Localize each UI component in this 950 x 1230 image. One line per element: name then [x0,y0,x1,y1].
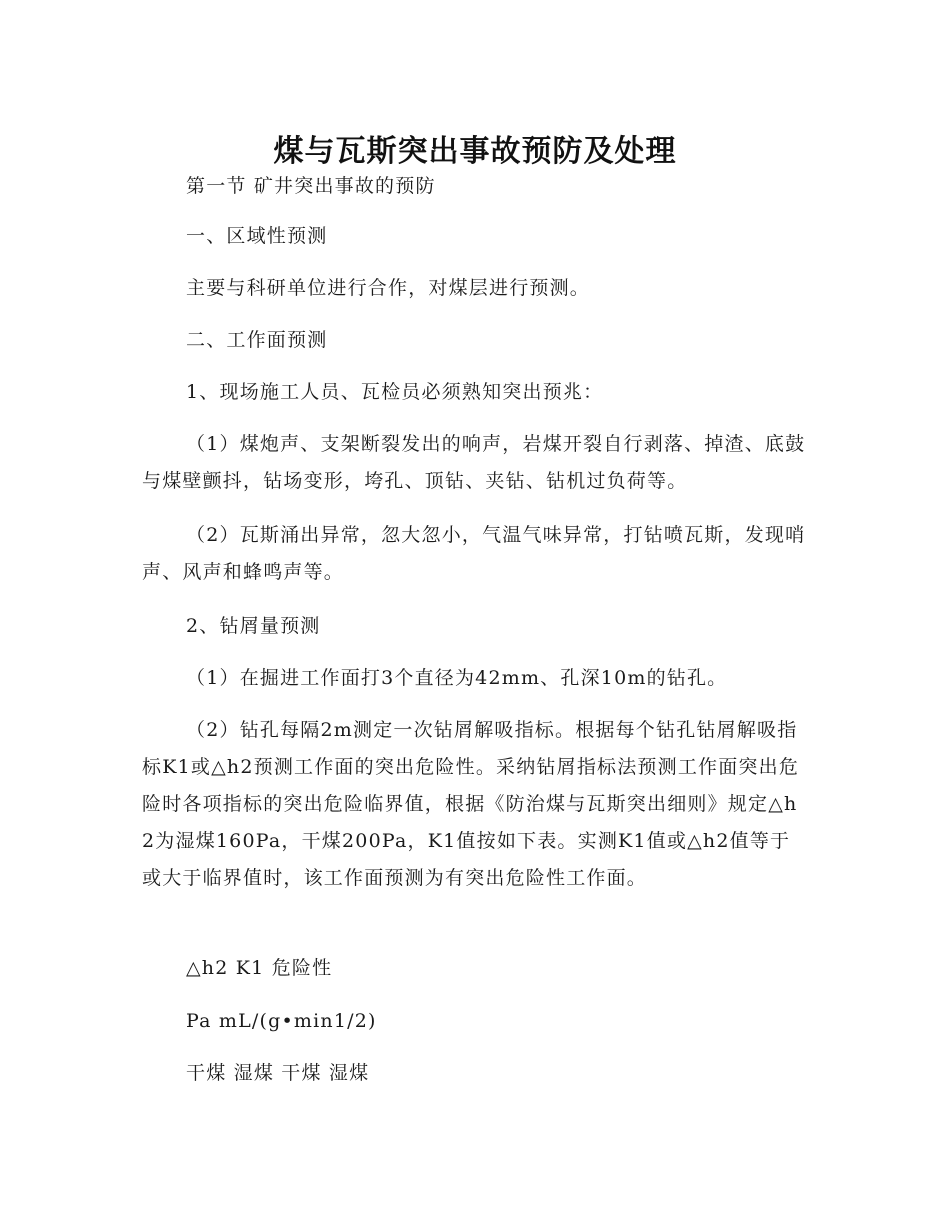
table-header-line: △h2 K1 危险性 [186,957,333,979]
subheading-workface: 二、工作面预测 [186,329,328,351]
paragraph: （2）钻孔每隔2m测定一次钻屑解吸指标。根据每个钻孔钻屑解吸指标K1或△h2预测工作面的突出危险性。采纳钻屑指标法预测工作面突出危险时各项指标的突出危险临界值，根据《防治煤与瓦斯突出细则》规定△h2为湿煤160Pa，干煤200Pa，K1值按如下表。实测K1值或△h2值等于或大于临界值时，该工作面预测为有突出危险性工作面。 [142,719,800,889]
subheading-regional: 一、区域性预测 [186,225,328,247]
paragraph: 1、现场施工人员、瓦检员必须熟知突出预兆： [186,381,604,403]
paragraph: （2）瓦斯涌出异常，忽大忽小，气温气味异常，打钻喷瓦斯，发现哨声、风声和蜂鸣声等。 [142,524,806,583]
subheading-drill-cuttings: 2、钻屑量预测 [186,615,321,637]
table-subheader-line: 干煤 湿煤 干煤 湿煤 [186,1062,370,1084]
paragraph: 主要与科研单位进行合作，对煤层进行预测。 [186,277,591,299]
paragraph: （1）在掘进工作面打3个直径为42mm、孔深10m的钻孔。 [186,667,728,689]
document-title: 煤与瓦斯突出事故预防及处理 [273,134,677,170]
table-units-line: Pa mL/(g•min1/2) [186,1010,377,1032]
paragraph: （1）煤炮声、支架断裂发出的响声，岩煤开裂自行剥落、掉渣、底鼓与煤壁颤抖，钻场变形，垮孔、顶钻、夹钻、钻机过负荷等。 [142,433,806,492]
section-heading: 第一节 矿井突出事故的预防 [186,175,436,197]
